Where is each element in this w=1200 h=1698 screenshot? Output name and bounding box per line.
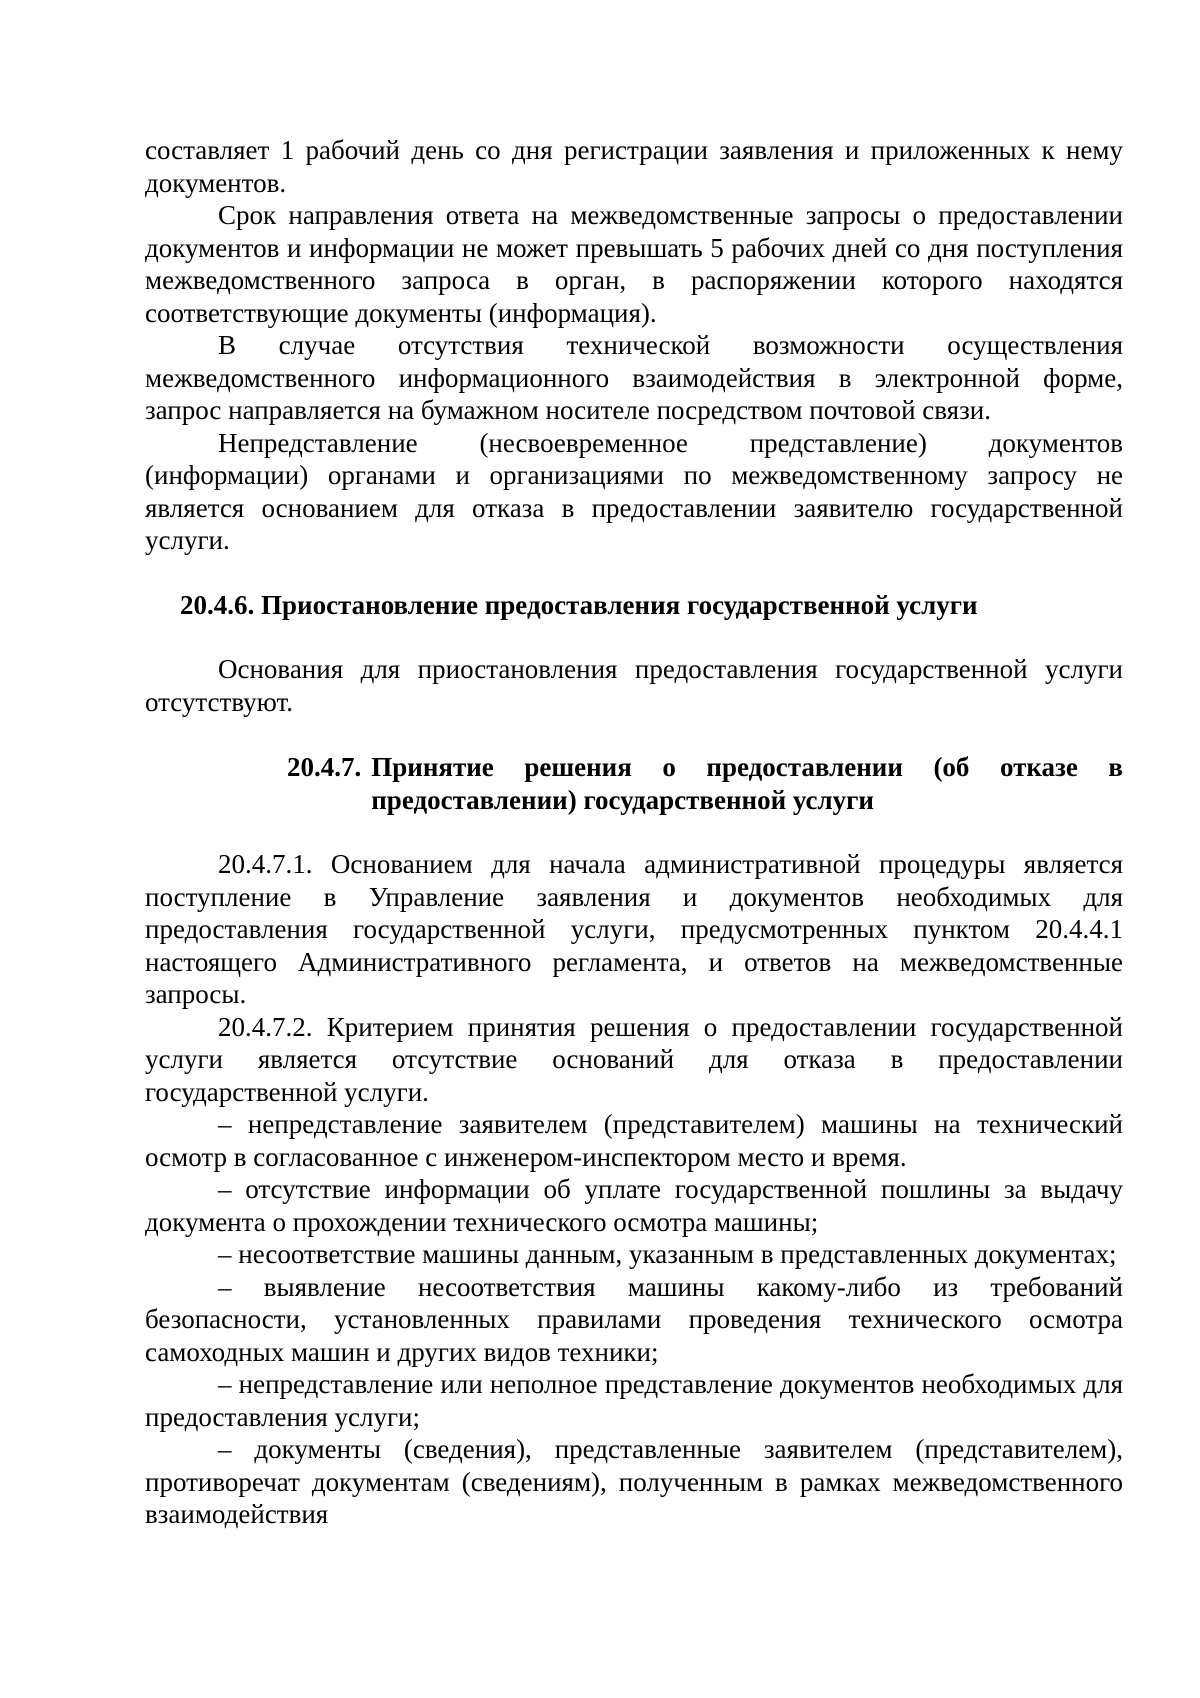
list-item-contradicting-documents: – документы (сведения), представленные заявителем (представителем), противоречат документам (сведениям), полученным в рамках межведомственного взаимодействия	[145, 1434, 1123, 1529]
section-number: 20.4.7.	[287, 752, 362, 782]
paragraph-continuation: составляет 1 рабочий день со дня регистрации заявления и приложенных к нему документов.	[145, 135, 1123, 198]
paragraph-suspension-grounds: Основания для приостановления предоставления государственной услуги отсутствуют.	[145, 654, 1123, 717]
paragraph-response-deadline: Срок направления ответа на межведомственные запросы о предоставлении документов и информации не может превышать 5 рабочих дней со дня поступления межведомственного запроса в орган, в распоряжении которого находятся соответствующие документы (информация).	[145, 200, 1123, 328]
document-body	[145, 134, 1123, 1531]
paragraph-paper-request: В случае отсутствия технической возможности осуществления межведомственного информационного взаимодействия в электронной форме, запрос направляется на бумажном носителе посредством почтовой связи.	[145, 330, 1123, 425]
list-item-data-mismatch: – несоответствие машины данным, указанным в представленных документах;	[218, 1239, 1117, 1269]
section-heading-20-4-7	[145, 751, 1123, 816]
section-title-line-2: предоставлении) государственной услуги	[371, 784, 874, 815]
section-heading-20-4-6: 20.4.6. Приостановление предоставления государственной услуги	[180, 589, 978, 620]
section-title	[371, 751, 1123, 816]
list-item-no-fee-info: – отсутствие информации об уплате государственной пошлины за выдачу документа о прохождении технического осмотра машины;	[145, 1174, 1123, 1237]
paragraph-20-4-7-2: 20.4.7.2. Критерием принятия решения о предоставлении государственной услуги является отсутствие оснований для отказа в предоставлении государственной услуги.	[145, 1011, 1123, 1107]
section-title-line-1: Принятие решения о предоставлении (об отказе в	[371, 752, 1123, 782]
list-item-no-machine: – непредставление заявителем (представителем) машины на технический осмотр в согласованное с инженером-инспектором место и время.	[145, 1109, 1123, 1172]
list-item-incomplete-documents: – непредставление или неполное представление документов необходимых для предоставления услуги;	[145, 1369, 1123, 1432]
list-item-safety-nonconformity: – выявление несоответствия машины какому-либо из требований безопасности, установленных правилами проведения технического осмотра самоходных машин и других видов техники;	[145, 1271, 1123, 1367]
paragraph-20-4-7-1: 20.4.7.1. Основанием для начала административной процедуры является поступление в Управление заявления и документов необходимых для предоставления государственной услуги, предусмотренных пунктом 20.4.4.1 настоящего Административного регламента, и ответов на межведомственные запросы.	[145, 849, 1123, 1009]
paragraph-non-submission: Непредставление (несвоевременное представление) документов (информации) органами и организациями по межведомственному запросу не является основанием для отказа в предоставлении заявителю государственной услуги.	[145, 427, 1123, 555]
